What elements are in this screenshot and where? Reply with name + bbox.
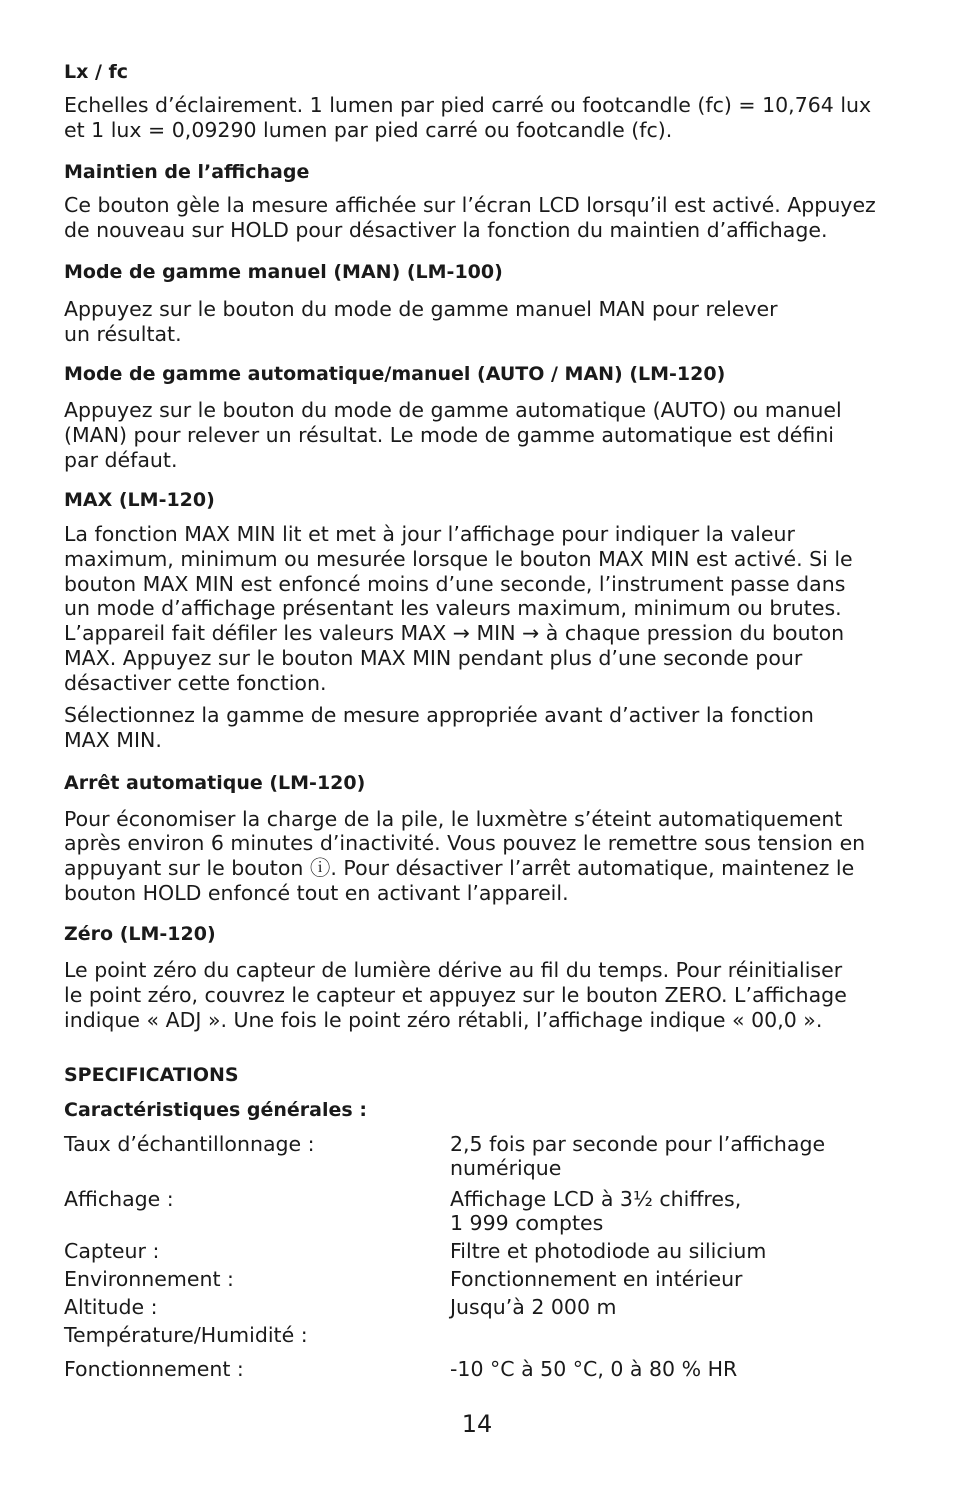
spec-value: Fonctionnement en intérieur [450, 1266, 743, 1291]
section-mode-manuel [64, 260, 886, 346]
spec-label: Fonctionnement : [64, 1356, 244, 1381]
section-lx-fc [64, 60, 886, 142]
section-paragraph: La fonction MAX MIN lit et met à jour l’affichage pour indiquer la valeur maximum, minimum ou mesurée lorsque le bouton MAX MIN est activé. Si le bouton MAX MIN est enfoncé moins d’une seconde, l’instrument passe dans un mode d’affichage présentant les valeurs maximum, minimum ou brutes. L’appareil fait défiler les valeurs MAX → MIN → à chaque pression du bouton MAX. Appuyez sur le bouton MAX MIN pendant plus d’une seconde pour désactiver cette fonction. [64, 522, 853, 695]
spec-value [450, 1323, 886, 1347]
section-heading: Lx / fc [64, 61, 129, 83]
section-heading: MAX (LM-120) [64, 489, 215, 512]
spec-value: Jusqu’à 2 000 m [450, 1294, 617, 1319]
section-zero [64, 922, 886, 1032]
section-paragraph: Pour économiser la charge de la pile, le luxmètre s’éteint automatiquement après environ 6 minutes d’inactivité. Vous pouvez le remettre sous tension en appuyant sur le bouton ⓘ. Pour désactiver l’arrêt automatique, maintenez le bouton HOLD enfoncé tout en activant l’appareil. [64, 806, 866, 905]
section-heading: Mode de gamme manuel (MAN) (LM-100) [64, 260, 503, 283]
spec-label: Altitude : [64, 1294, 158, 1319]
section-max [64, 488, 886, 752]
specifications-subtitle: Caractéristiques générales : [64, 1098, 367, 1121]
section-heading: Maintien de l’affichage [64, 161, 310, 184]
spec-label: Température/Humidité : [64, 1322, 308, 1347]
section-mode-auto-manuel [64, 362, 886, 472]
spec-label: Affichage : [64, 1186, 174, 1211]
spec-label: Environnement : [64, 1266, 234, 1291]
spec-value: Affichage LCD à 3½ chiffres, 1 999 comptes [450, 1186, 742, 1235]
section-heading: Mode de gamme automatique/manuel (AUTO / MAN) (LM-120) [64, 363, 726, 386]
page-number: 14 [461, 1410, 493, 1438]
spec-row [64, 1187, 886, 1235]
spec-value: Filtre et photodiode au silicium [450, 1238, 767, 1263]
specifications-section [64, 1063, 886, 1381]
spec-row [64, 1239, 886, 1263]
spec-row [64, 1267, 886, 1291]
section-paragraph: Le point zéro du capteur de lumière dérive au fil du temps. Pour réinitialiser le point zéro, couvrez le capteur et appuyez sur le bouton ZERO. L’affichage indique « ADJ ». Une fois le point zéro rétabli, l’affichage indique « 00,0 ». [64, 958, 847, 1032]
section-paragraph: Ce bouton gèle la mesure affichée sur l’écran LCD lorsqu’il est activé. Appuyez de nouveau sur HOLD pour désactiver la fonction du maintien d’affichage. [64, 193, 876, 243]
section-heading: Arrêt automatique (LM-120) [64, 771, 366, 794]
spec-row [64, 1295, 886, 1319]
spec-value: 2,5 fois par seconde pour l’affichage numérique [450, 1131, 826, 1180]
section-paragraph: Appuyez sur le bouton du mode de gamme manuel MAN pour relever un résultat. [64, 296, 778, 346]
spec-row [64, 1132, 886, 1180]
spec-row [64, 1357, 886, 1381]
spec-row [64, 1323, 886, 1347]
spec-label: Taux d’échantillonnage : [64, 1131, 315, 1156]
spec-label: Capteur : [64, 1238, 160, 1263]
specifications-title: SPECIFICATIONS [64, 1063, 239, 1086]
section-paragraph: Echelles d’éclairement. 1 lumen par pied carré ou footcandle (fc) = 10,764 lux et 1 lux = 0,09290 lumen par pied carré ou footcandle (fc). [64, 93, 872, 142]
section-maintien [64, 160, 886, 242]
document-page [64, 60, 886, 1381]
section-paragraph: Appuyez sur le bouton du mode de gamme automatique (AUTO) ou manuel (MAN) pour relever un résultat. Le mode de gamme automatique est défini par défaut. [64, 398, 842, 472]
spec-value: -10 °C à 50 °C, 0 à 80 % HR [450, 1356, 738, 1381]
section-paragraph: Sélectionnez la gamme de mesure appropriée avant d’activer la fonction MAX MIN. [64, 703, 814, 752]
section-heading: Zéro (LM-120) [64, 923, 216, 946]
section-arret-automatique [64, 771, 886, 906]
